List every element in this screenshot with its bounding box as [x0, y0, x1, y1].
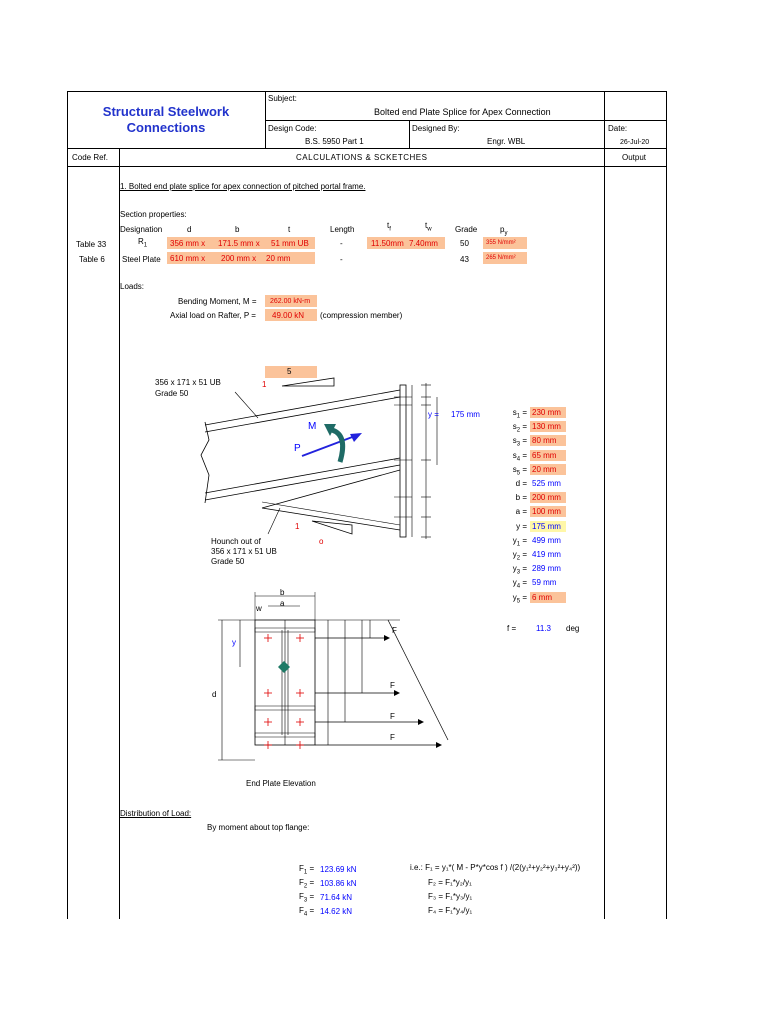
col-tw: $t_w$ — [425, 221, 432, 233]
force-label: $F_2$ = — [299, 878, 315, 890]
end-plate-side — [400, 385, 406, 537]
force-value: 103.86 kN — [320, 879, 357, 888]
sketch-y-label: y = — [428, 410, 439, 419]
elev-y-label: y — [232, 638, 236, 647]
company-title-line2: Connections — [126, 120, 206, 135]
slope-triangle-top — [282, 378, 334, 386]
formula-main: i.e.: F₁ = y₁*( M - P*y*cos f ) /(2(y₁²+y₂²+y₃²+y₄²)) — [410, 863, 581, 872]
distribution-subheading: By moment about top flange: — [207, 823, 310, 832]
elev-f1-label: F — [390, 733, 395, 742]
force-value: 123.69 kN — [320, 865, 357, 874]
param-value[interactable]: 130 mm — [530, 421, 566, 432]
formula-4: F₄ = F₁*y₄/y₁ — [428, 906, 473, 915]
param-value: 499 mm — [532, 535, 561, 545]
param-label: $y_3$ = — [512, 564, 527, 576]
col-grade: Grade — [455, 225, 478, 234]
output-label: Output — [622, 153, 647, 162]
design-code-label: Design Code: — [268, 124, 317, 133]
slope-top-one: 1 — [262, 380, 267, 389]
haunch-line1: Hounch out of — [211, 537, 261, 546]
param-label: $y_2$ = — [512, 550, 527, 562]
col-d: d — [187, 225, 192, 234]
moment-symbol: M — [308, 421, 317, 432]
section1-heading: 1. Bolted end plate splice for apex connection of pitched portal frame. — [120, 182, 366, 191]
angle-unit: deg — [566, 624, 580, 633]
slope-triangle-haunch — [312, 521, 352, 534]
haunch-o: o — [319, 537, 324, 546]
company-title-line1: Structural Steelwork — [102, 104, 230, 119]
param-label: $y_4$ = — [512, 578, 527, 590]
row1-d[interactable]: 356 mm x — [170, 239, 206, 248]
param-value[interactable]: 230 mm — [530, 407, 566, 418]
haunch-top — [262, 470, 400, 508]
calculations-label: CALCULATIONS & SCKETCHES — [296, 153, 428, 162]
param-value: 289 mm — [532, 564, 561, 574]
param-label: b = — [515, 493, 527, 503]
rafter-label: 356 x 171 x 51 UB — [155, 378, 221, 387]
col-designation: Designation — [120, 225, 163, 234]
param-label: $s_2$ = — [512, 422, 527, 434]
slope-top-value: 5 — [287, 367, 292, 376]
row2-d[interactable]: 610 mm x — [170, 254, 206, 263]
elev-a-label: a — [280, 599, 285, 608]
param-label: a = — [515, 507, 527, 517]
col-b: b — [235, 225, 240, 234]
haunch-bottom — [262, 508, 400, 530]
axial-label: Axial load on Rafter, P = — [170, 311, 256, 320]
row2-ref: Table 6 — [79, 255, 105, 264]
param-value: 59 mm — [532, 578, 557, 588]
designed-by-label: Designed By: — [412, 124, 460, 133]
elev-f3-label: F — [390, 681, 395, 690]
elev-d-label: d — [212, 690, 217, 699]
row2-designation: Steel Plate — [122, 255, 161, 264]
haunch-one: 1 — [295, 522, 300, 531]
sketch-y-value: 175 mm — [451, 410, 480, 419]
elevation-caption: End Plate Elevation — [246, 779, 316, 788]
subject-label: Subject: — [268, 94, 297, 103]
param-label: d = — [515, 479, 527, 488]
axial-symbol: P — [294, 443, 301, 454]
param-value[interactable]: 65 mm — [530, 450, 566, 461]
distribution-heading: Distribution of Load: — [120, 809, 192, 818]
param-value[interactable]: 100 mm — [530, 506, 566, 517]
param-value[interactable]: 6 mm — [530, 592, 566, 603]
force-label: $F_4$ = — [299, 906, 315, 918]
row1-t[interactable]: 51 mm UB — [271, 239, 309, 248]
rafter-bottom-flange — [205, 458, 400, 493]
row2-grade: 43 — [460, 255, 469, 264]
moment-label: Bending Moment, M = — [178, 297, 257, 306]
param-label: y = — [516, 521, 527, 531]
date-value: 26-Jul-20 — [620, 139, 650, 146]
param-label: $s_4$ = — [512, 450, 527, 463]
rafter-grade: Grade 50 — [155, 389, 189, 398]
formula-2: F₂ = F₁*y₂/y₁ — [428, 878, 472, 887]
angle-value: 11.3 — [536, 624, 551, 633]
row1-tw[interactable]: 7.40mm — [409, 239, 438, 248]
subject-value: Bolted end Plate Splice for Apex Connection — [374, 107, 551, 117]
elev-w-label: w — [256, 604, 262, 613]
date-label: Date: — [608, 124, 628, 133]
haunch-line3: Grade 50 — [211, 557, 245, 566]
param-label: $y_5$ = — [512, 592, 527, 605]
row1-ref: Table 33 — [76, 240, 107, 249]
row2-py[interactable]: 265 N/mm² — [486, 255, 516, 261]
param-label: $s_3$ = — [512, 436, 527, 448]
param-value: 419 mm — [532, 550, 561, 559]
param-value: 525 mm — [532, 479, 561, 488]
col-length: Length — [330, 225, 355, 234]
angle-label: f = — [507, 624, 517, 633]
param-label: $s_5$ = — [512, 464, 527, 477]
row1-grade: 50 — [460, 239, 469, 248]
param-value[interactable]: 20 mm — [530, 464, 566, 475]
loads-label: Loads: — [120, 282, 145, 291]
param-value[interactable]: 80 mm — [530, 435, 566, 446]
row2-b[interactable]: 200 mm x — [221, 254, 257, 263]
row2-t[interactable]: 20 mm — [266, 254, 291, 263]
formula-3: F₃ = F₁*y₃/y₁ — [428, 892, 473, 901]
axial-note: (compression member) — [320, 311, 403, 320]
row1-tf[interactable]: 11.50mm — [371, 239, 404, 248]
row1-designation: $R_1$ — [138, 237, 148, 249]
param-label: $y_1$ = — [512, 535, 527, 548]
row1-length: - — [340, 239, 343, 248]
force-label: $F_3$ = — [299, 892, 315, 904]
force-value: 14.62 kN — [320, 907, 353, 916]
col-t: t — [288, 225, 291, 234]
row1-b[interactable]: 171.5 mm x — [218, 239, 260, 248]
elev-f2-label: F — [390, 712, 395, 721]
section-props-label: Section properties: — [120, 210, 187, 219]
col-py: $p_y$ — [500, 225, 508, 237]
row2-length: - — [340, 255, 343, 264]
force-label: $F_1$ = — [299, 864, 315, 876]
param-label: $s_1$ = — [512, 408, 527, 420]
param-value[interactable]: 200 mm — [530, 492, 566, 503]
elev-b-label: b — [280, 588, 285, 597]
col-tf: $t_f$ — [387, 221, 391, 233]
haunch-line2: 356 x 171 x 51 UB — [211, 547, 277, 556]
force-value: 71.64 kN — [320, 893, 353, 902]
rafter-top-flange — [205, 390, 400, 425]
moment-value[interactable]: 262.00 kN-m — [270, 298, 311, 305]
designed-by-value: Engr. WBL — [487, 137, 526, 146]
row1-py[interactable]: 355 N/mm² — [486, 240, 516, 246]
param-value[interactable]: 175 mm — [530, 521, 566, 532]
elev-f4-label: F — [392, 626, 397, 635]
design-code-value: B.S. 5950 Part 1 — [305, 137, 364, 146]
code-ref-label: Code Ref. — [72, 153, 109, 162]
axial-value[interactable]: 49.00 kN — [272, 311, 305, 320]
